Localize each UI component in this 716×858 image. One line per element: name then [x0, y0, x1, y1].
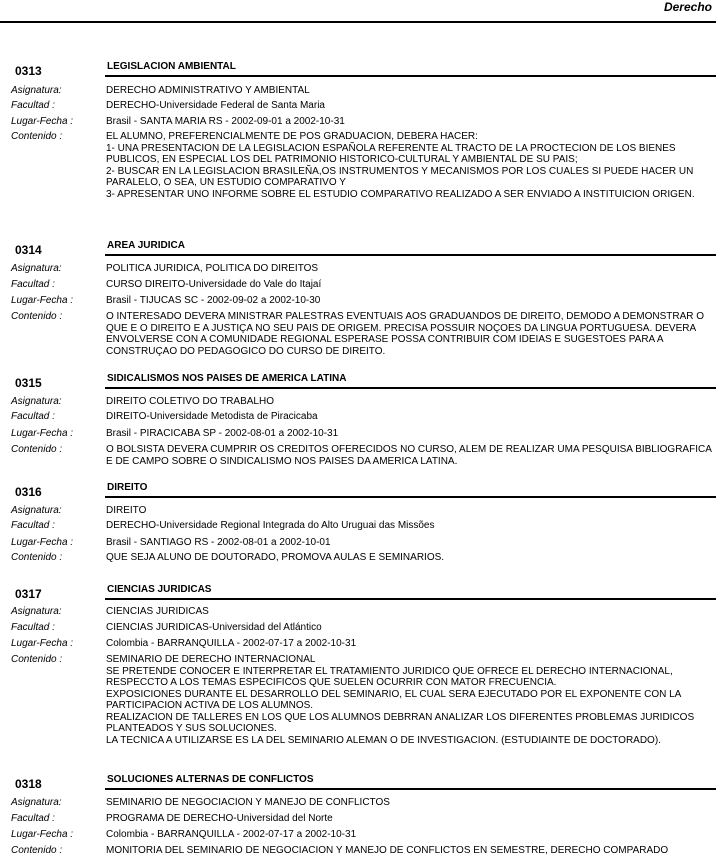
label-contenido: Contenido :	[11, 311, 63, 322]
label-facultad: Facultad :	[11, 813, 55, 824]
value-contenido: QUE SEJA ALUNO DE DOUTORADO, PROMOVA AULAS E SEMINARIOS.	[106, 552, 445, 563]
value-contenido: O BOLSISTA DEVERA CUMPRIR OS CREDITOS OFERECIDOS NO CURSO, ALEM DE REALIZAR UMA PESQUISA BIBLIOGRAFICA E DE CAMPO SOBRE O SINDICALISMO NOS PAISES DA AMERICA LATINA.	[106, 444, 712, 467]
value-contenido: MONITORIA DEL SEMINARIO DE NEGOCIACION Y MANEJO DE CONFLICTOS EN SEMESTRE, DERECHO COMPARADO	[106, 845, 669, 856]
label-asignatura: Asignatura:	[11, 85, 62, 96]
label-lugar-fecha: Lugar-Fecha :	[11, 295, 74, 306]
value-asignatura: DIREITO COLETIVO DO TRABALHO	[106, 396, 274, 407]
entry-rule	[105, 788, 716, 790]
value-asignatura: CIENCIAS JURIDICAS	[106, 606, 209, 617]
entry-title: LEGISLACION AMBIENTAL	[107, 61, 236, 72]
entry-rule	[105, 598, 716, 600]
entry-rule	[105, 387, 716, 389]
label-lugar-fecha: Lugar-Fecha :	[11, 829, 74, 840]
entry-rule	[105, 75, 716, 77]
label-contenido: Contenido :	[11, 131, 63, 142]
value-lugar-fecha: Brasil - TIJUCAS SC - 2002-09-02 a 2002-10-30	[106, 295, 321, 306]
value-facultad: CIENCIAS JURIDICAS-Universidad del Atlántico	[106, 622, 322, 633]
value-contenido: SEMINARIO DE DERECHO INTERNACIONAL SE PRETENDE CONOCER E INTERPRETAR EL TRATAMIENTO JURIDICO QUE OFRECE EL DERECHO INTERNACIONAL, RESPECCTO A LOS TEMAS ESPECIFICOS QUE SUELEN OCURRIR CON MATOR FRECUENCIA. EXPOSICIONES DURANTE EL DESARROLLO DEL SEMINARIO, EL CUAL SERA EJECUTADO POR EL EXPONENTE CON LA PARTICIPACION ACTIVA DE LOS ALUMNOS. REALIZACION DE TALLERES EN LOS QUE LOS ALUMNOS DEBRRAN ANALIZAR LOS DIFERENTES PROBLEMAS JURIDICOS PLANTEADOS Y SUS SOLUCIONES. LA TECNICA A UTILIZARSE ES LA DEL SEMINARIO ALEMAN O DE INVESTIGACION. (ESTUDIAINTE DE DOCTORADO).	[106, 654, 695, 746]
label-facultad: Facultad :	[11, 520, 55, 531]
entry-code: 0314	[15, 243, 42, 257]
value-lugar-fecha: Brasil - SANTA MARIA RS - 2002-09-01 a 2002-10-31	[106, 116, 345, 127]
label-asignatura: Asignatura:	[11, 505, 62, 516]
entry-code: 0316	[15, 485, 42, 499]
entry-title: AREA JURIDICA	[107, 240, 185, 251]
label-facultad: Facultad :	[11, 622, 55, 633]
entry-code: 0313	[15, 64, 42, 78]
value-asignatura: SEMINARIO DE NEGOCIACION Y MANEJO DE CONFLICTOS	[106, 797, 390, 808]
label-contenido: Contenido :	[11, 654, 63, 665]
entry-title: CIENCIAS JURIDICAS	[107, 584, 212, 595]
label-lugar-fecha: Lugar-Fecha :	[11, 116, 74, 127]
value-lugar-fecha: Colombia - BARRANQUILLA - 2002-07-17 a 2002-10-31	[106, 638, 357, 649]
entry-rule	[105, 254, 716, 256]
label-asignatura: Asignatura:	[11, 396, 62, 407]
value-lugar-fecha: Brasil - SANTIAGO RS - 2002-08-01 a 2002-10-01	[106, 537, 331, 548]
label-facultad: Facultad :	[11, 411, 55, 422]
label-lugar-fecha: Lugar-Fecha :	[11, 428, 74, 439]
value-facultad: PROGRAMA DE DERECHO-Universidad del Norte	[106, 813, 333, 824]
entry-code: 0315	[15, 376, 42, 390]
value-facultad: DERECHO-Universidade Regional Integrada do Alto Uruguai das Missões	[106, 520, 435, 531]
header-rule	[0, 21, 716, 23]
value-lugar-fecha: Brasil - PIRACICABA SP - 2002-08-01 a 2002-10-31	[106, 428, 339, 439]
entry-rule	[105, 496, 716, 498]
value-facultad: CURSO DIREITO-Universidade do Vale do Itajaí	[106, 279, 322, 290]
label-contenido: Contenido :	[11, 552, 63, 563]
entry-code: 0317	[15, 587, 42, 601]
label-asignatura: Asignatura:	[11, 263, 62, 274]
section-title: Derecho	[663, 0, 712, 14]
label-lugar-fecha: Lugar-Fecha :	[11, 537, 74, 548]
label-contenido: Contenido :	[11, 845, 63, 856]
page-header	[0, 0, 716, 24]
value-asignatura: DERECHO ADMINISTRATIVO Y AMBIENTAL	[106, 85, 310, 96]
label-asignatura: Asignatura:	[11, 797, 62, 808]
label-contenido: Contenido :	[11, 444, 63, 455]
label-facultad: Facultad :	[11, 100, 55, 111]
label-asignatura: Asignatura:	[11, 606, 62, 617]
entry-title: DIREITO	[107, 482, 148, 493]
label-facultad: Facultad :	[11, 279, 55, 290]
label-lugar-fecha: Lugar-Fecha :	[11, 638, 74, 649]
value-contenido: O INTERESADO DEVERA MINISTRAR PALESTRAS EVENTUAIS AOS GRADUANDOS DE DIREITO, DEMODO A DEMONSTRAR O QUE E O DIREITO E A JUSTIÇA NO SEU PAIS DE ORIGEM. PRECISA POSSUIR NOÇOES DA LINGUA PORTUGUESA. DEVERA ENVOLVERSE CON A COMUNIDADE REGIONAL ESPERASE POSSA CONTRIBUIR COM IDEIAS E SUGESTOES PARA A CONSTRUÇAO DO PEDAGOGICO DO CURSO DE DIREITO.	[106, 311, 705, 357]
value-facultad: DIREITO-Universidade Metodista de Piracicaba	[106, 411, 318, 422]
entry-title: SOLUCIONES ALTERNAS DE CONFLICTOS	[107, 774, 314, 785]
entry-code: 0318	[15, 777, 42, 791]
entry-title: SIDICALISMOS NOS PAISES DE AMERICA LATINA	[107, 373, 347, 384]
value-lugar-fecha: Colombia - BARRANQUILLA - 2002-07-17 a 2002-10-31	[106, 829, 357, 840]
value-asignatura: DIREITO	[106, 505, 147, 516]
value-facultad: DERECHO-Universidade Federal de Santa Maria	[106, 100, 325, 111]
value-contenido: EL ALUMNO, PREFERENCIALMENTE DE POS GRADUACION, DEBERA HACER: 1- UNA PRESENTACION DE LA LEGISLACION ESPAÑOLA REFERENTE AL TRACTO DE LA PROCTECION DE LOS BIENES PUBLICOS, EN ESPECIAL LOS DEL PATRIMONIO HISTORICO-CULTURAL Y AMBIENTAL DE SU PAIS; 2- BUSCAR EN LA LEGISLACION BRASILEÑA,OS INSTRUMENTOS Y MECANISMOS POR LOS CUALES SI PUEDE HACER UN PARALELO, O SEA, UN ESTUDIO COMPARATIVO Y 3- APRESENTAR UNO INFORME SOBRE EL ESTUDIO COMPARATIVO REALIZADO A SER ENVIADO A INSTITUICION ORIGEN.	[106, 131, 695, 200]
value-asignatura: POLITICA JURIDICA, POLITICA DO DIREITOS	[106, 263, 319, 274]
